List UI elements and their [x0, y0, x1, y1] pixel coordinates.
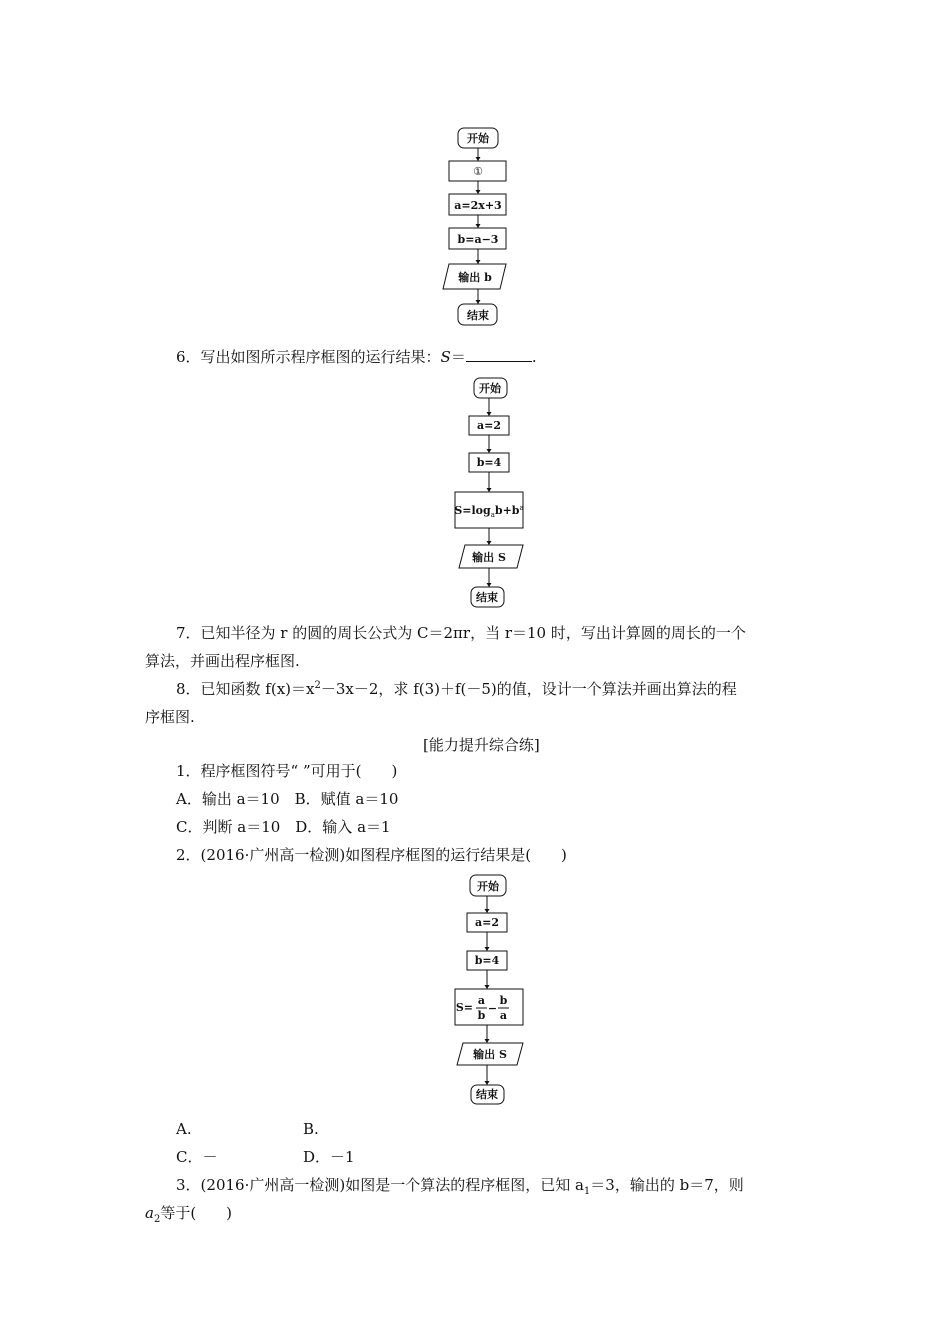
practice-1-options-cd: C．判断 a＝10 D．输入 a＝1: [176, 818, 391, 836]
practice-2-stem: 2．(2016·广州高一检测)如图程序框图的运行结果是( ): [176, 846, 567, 864]
fc-q6-b: b=4: [476, 456, 502, 469]
fc-p2-frac1-den: b: [477, 1009, 486, 1022]
fc-q6-s-lhs: S=log: [454, 504, 491, 517]
practice-1-stem: 1．程序框图符号“ ”可用于( ): [176, 762, 398, 780]
practice-1-options-ab: A．输出 a＝10 B．赋值 a＝10: [176, 790, 399, 808]
fc-p2-frac2-num: b: [499, 994, 508, 1007]
fc-p2-minus: −: [487, 1002, 498, 1015]
fc-q6-s-sub: a: [490, 511, 495, 519]
fc-p2-b: b=4: [474, 954, 500, 967]
fc-p2-start: 开始: [477, 880, 499, 893]
practice-3-line2: [145, 1203, 232, 1223]
practice-2-option-a: A.: [176, 1120, 192, 1138]
fc-p2-a: a=2: [475, 916, 499, 929]
section-title: [能力提升综合练]: [423, 736, 540, 754]
p3-var: a: [145, 1204, 154, 1222]
fc-p2-end: 结束: [476, 1088, 498, 1101]
fc-q6-end: 结束: [476, 591, 498, 604]
practice-2-option-b: B.: [303, 1120, 319, 1138]
p3-text-b: ＝3，输出的 b＝7，则: [590, 1176, 744, 1194]
fc-top-step3: b=a−3: [457, 233, 499, 246]
practice-3-line1: [176, 1175, 744, 1195]
fc-q6-output: 输出 S: [472, 551, 506, 564]
fc-p2-frac2-den: a: [499, 1009, 508, 1022]
q6-var: S: [440, 348, 451, 366]
question-8-line2: 序框图.: [145, 708, 195, 726]
fc-q6-s-mid: b+b: [494, 504, 520, 517]
practice-2-option-d: D．－1: [303, 1148, 355, 1166]
p3-sub1: 1: [583, 1186, 591, 1197]
fc-top-step1: ①: [473, 165, 483, 178]
fc-p2-output: 输出 S: [473, 1048, 507, 1061]
p3-text-c: 等于( ): [160, 1204, 233, 1222]
q6-eq: ＝: [450, 348, 466, 366]
fc-top-output: 输出 b: [458, 271, 492, 284]
p3-sub2: 2: [153, 1214, 161, 1225]
p3-text-a: 3．(2016·广州高一检测)如图是一个算法的程序框图，已知 a: [176, 1176, 584, 1194]
fc-q6-s-sup: a: [519, 504, 524, 512]
fc-top-end: 结束: [467, 309, 489, 322]
q8-text-a: 8．已知函数 f(x)＝x: [176, 680, 315, 698]
q8-sup: 2: [314, 680, 321, 691]
fc-top-step2: a=2x+3: [454, 199, 502, 212]
question-7-line2: 算法，并画出程序框图.: [145, 652, 300, 670]
q8-text-b: －3x－2，求 f(3)＋f(－5)的值，设计一个算法并画出算法的程: [320, 680, 737, 698]
question-7-line1: 7．已知半径为 r 的圆的周长公式为 C＝2πr，当 r＝10 时，写出计算圆的周长的一个: [176, 624, 746, 642]
fc-p2-frac1-num: a: [477, 994, 486, 1007]
fc-top-start: 开始: [467, 132, 489, 145]
practice-2-option-c: C．－: [176, 1148, 218, 1166]
fc-q6-start: 开始: [479, 382, 501, 395]
q6-prefix: 6．写出如图所示程序框图的运行结果：: [176, 348, 441, 366]
q6-suffix: .: [531, 348, 537, 366]
fc-p2-s-lhs: S=: [455, 1001, 473, 1014]
fc-q6-a: a=2: [477, 419, 501, 432]
